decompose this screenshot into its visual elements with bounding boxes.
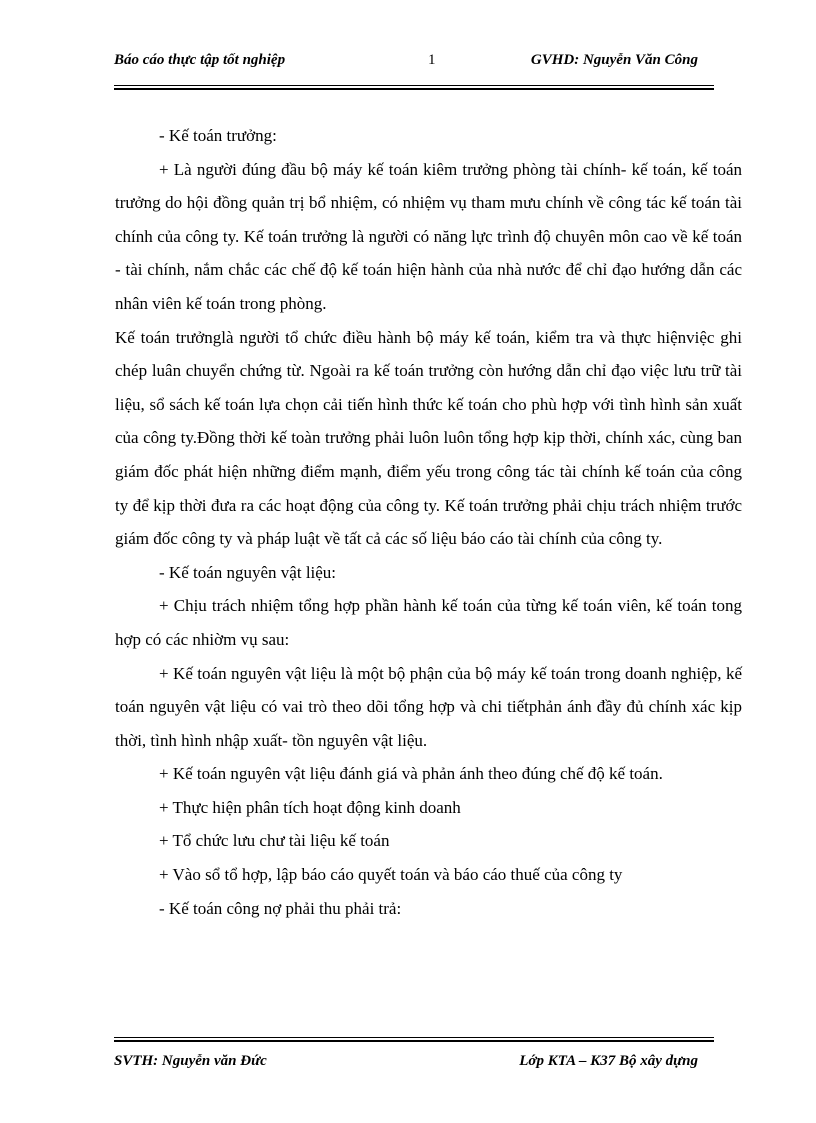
paragraph-materials-responsibility: + Chịu trách nhiệm tổng hợp phần hành kế toán của từng kế toán viên, kế toán tong hợp có các nhiờm vụ sau: — [115, 596, 742, 649]
page-number: 1 — [428, 52, 436, 68]
heading-materials-accountant: - Kế toán nguyên vật liệu: — [159, 562, 337, 582]
heading-receivables-payables: - Kế toán công nợ phải thu phải trả: — [159, 898, 402, 918]
paragraph-materials-role: + Kế toán nguyên vật liệu là một bộ phận của bộ máy kế toán trong doanh nghiệp, kế toán nguyên vật liệu có vai trò theo dõi tổng hợp và chi tiếtphản ánh đầy đủ chính xác kịp thời, tình hình nhập xuất- tồn nguyên vật liệu. — [115, 663, 742, 750]
document-body — [115, 119, 742, 925]
paragraph-chief-accountant-role: + Là người đúng đầu bộ máy kế toán kiêm trưởng phòng tài chính- kế toán, kế toán trưởng do hội đồng quản trị bổ nhiệm, có nhiệm vụ tham mưu chính về công tác kế toán tài chính của công ty. Kế toán trưởng là người có năng lực trình độ chuyên môn cao về kế toán - tài chính, nắm chắc các chế độ kế toán hiện hành của nhà nước để chỉ đạo hướng dẫn các nhân viên kế toán trong phòng. — [115, 159, 742, 313]
page-header — [114, 52, 714, 72]
header-double-rule — [114, 85, 714, 90]
list-item-document-archive: + Tổ chức lưu chư tài liệu kế toán — [159, 831, 390, 851]
heading-chief-accountant: - Kế toán trưởng: — [159, 126, 277, 145]
list-item-business-analysis: + Thực hiện phân tích hoạt động kinh doanh — [159, 797, 461, 817]
list-item-reporting: + Vào sổ tổ hợp, lập báo cáo quyết toán và báo cáo thuế của công ty — [159, 865, 623, 885]
footer-class: Lớp KTA – K37 Bộ xây dựng — [519, 1053, 698, 1069]
list-item-evaluation: + Kế toán nguyên vật liệu đánh giá và phản ánh theo đúng chế độ kế toán. — [159, 764, 663, 784]
page-footer — [114, 1053, 714, 1073]
header-supervisor: GVHD: Nguyễn Văn Công — [530, 52, 698, 68]
paragraph-chief-accountant-duties: Kế toán trưởnglà người tổ chức điều hành bộ máy kế toán, kiểm tra và thực hiệnviệc ghi chép luân chuyển chứng từ. Ngoài ra kế toán trưởng còn hướng dẫn chỉ đạo việc lưu trữ tài liệu, sổ sách kế toán lựa chọn cải tiến hình thức kế toán cho phù hợp với tình hình sản xuất của công ty.Đồng thời kế toàn trưởng phải luôn luôn tổng hợp kịp thời, chính xác, cùng ban giám đốc phát hiện những điểm mạnh, điểm yếu trong công tác tài chính kế toán của công ty để kịp thời đưa ra các hoạt động của công ty. Kế toán trưởng phải chịu trách nhiệm trước giám đốc công ty và pháp luật về tất cả các số liệu báo cáo tài chính của công ty. — [115, 327, 742, 549]
footer-double-rule — [114, 1037, 714, 1042]
footer-student: SVTH: Nguyễn văn Đức — [114, 1053, 267, 1069]
header-report-title: Báo cáo thực tập tốt nghiệp — [114, 52, 286, 68]
